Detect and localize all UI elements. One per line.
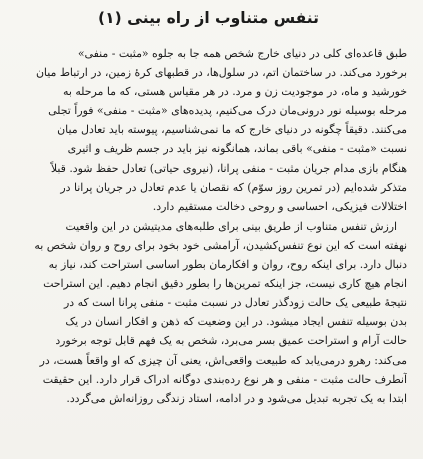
text-line: آنطرف حالت مثبت - منفی و هر نوع رده‌بندی دوگانه ادراک قرار دارد. این حقیقت: [42, 372, 407, 386]
text-line: هنگام بازی مدام جریان مثبت - منفی پرانا، (نیروی حیاتی) تعادل حفظ شود. قبلاً: [50, 161, 407, 175]
text-line: مرحله بوسیله نور درونی‌مان درک می‌کنیم، پدیده‌های «مثبت - منفی» فوراً تجلی: [48, 104, 407, 118]
section-title: تنفس متناوب از راه بینی (۱): [98, 9, 319, 27]
paragraph-2: [10, 217, 407, 408]
page-bottom-fade: [0, 445, 423, 459]
text-line: برخورد می‌کند. در ساختمان اتم، در سلول‌ها، در قطبهای کرهٔ زمین، در ارتباط میان: [35, 66, 407, 80]
text-line: حالت آرام و استراحت عمیق بسر می‌برد، شخص به یک فهم قابل توجه برخورد: [55, 334, 407, 348]
text-line: نسبت «مثبت - منفی» باقی بماند، همانگونه نیز باید در جسم ظریف و اثیری: [67, 142, 407, 156]
text-line: می‌کنند. دقیقاً چگونه در دنیای خارج که ما نمی‌شناسیم، پیوسته باید تعادل میان: [57, 123, 407, 137]
text-line: خورشید و ماه، در موجودیت زن و مرد. در هر مقیاس هستی، که ما مرحله به: [63, 85, 407, 99]
text-line: نهفته است که این نوع تنفس‌کشیدن، آرامشی خود بخود برای روح و روان شخص به: [34, 238, 407, 252]
text-line: می‌کند: رهرو درمی‌یابد که طبیعت واقعی‌اش، یعنی آن چیزی که او واقعاً هست، در: [39, 353, 407, 367]
text-line: متذکر شده‌ایم (در تمرین روز سوّم) که نقصان یا عدم تعادل در جریان پرانا در: [60, 180, 407, 194]
text-line: انجام هیچ کاری نیست، جز اینکه تمرین‌ها را بطور دقیق انجام دهیم. این استراحت: [43, 277, 407, 291]
text-line: ابتدا به یک تجربه تبدیل می‌شود و در ادامه، استاد زندگی روزانه‌اش می‌گردد.: [66, 391, 407, 405]
paragraph-1: [10, 44, 407, 216]
text-line: نتیجهٔ طبیعی یک حالت زودگذر تعادل در نسبت مثبت - منفی پرانا است که در: [64, 296, 407, 310]
text-line: ارزش تنفس متناوب از طریق بینی برای طلبه‌های مدیتیشن در این واقعیت: [65, 219, 397, 233]
text-line: دنبال دارد. برای اینکه روح، روان و افکارمان بطور اساسی استراحت کند، نیاز به: [48, 258, 407, 272]
text-line: طبق قاعده‌ای کلی در دنیای خارج شخص همه جا به جلوه «مثبت - منفی»: [77, 47, 407, 60]
text-line: اختلالات فیزیکی، احساسی و روحی دخالت مستقیم دارد.: [152, 199, 407, 213]
text-line: بدن بوسیله تنفس ایجاد میشود. در این وضعیت که ذهن و افکار انسان در یک: [65, 315, 407, 329]
